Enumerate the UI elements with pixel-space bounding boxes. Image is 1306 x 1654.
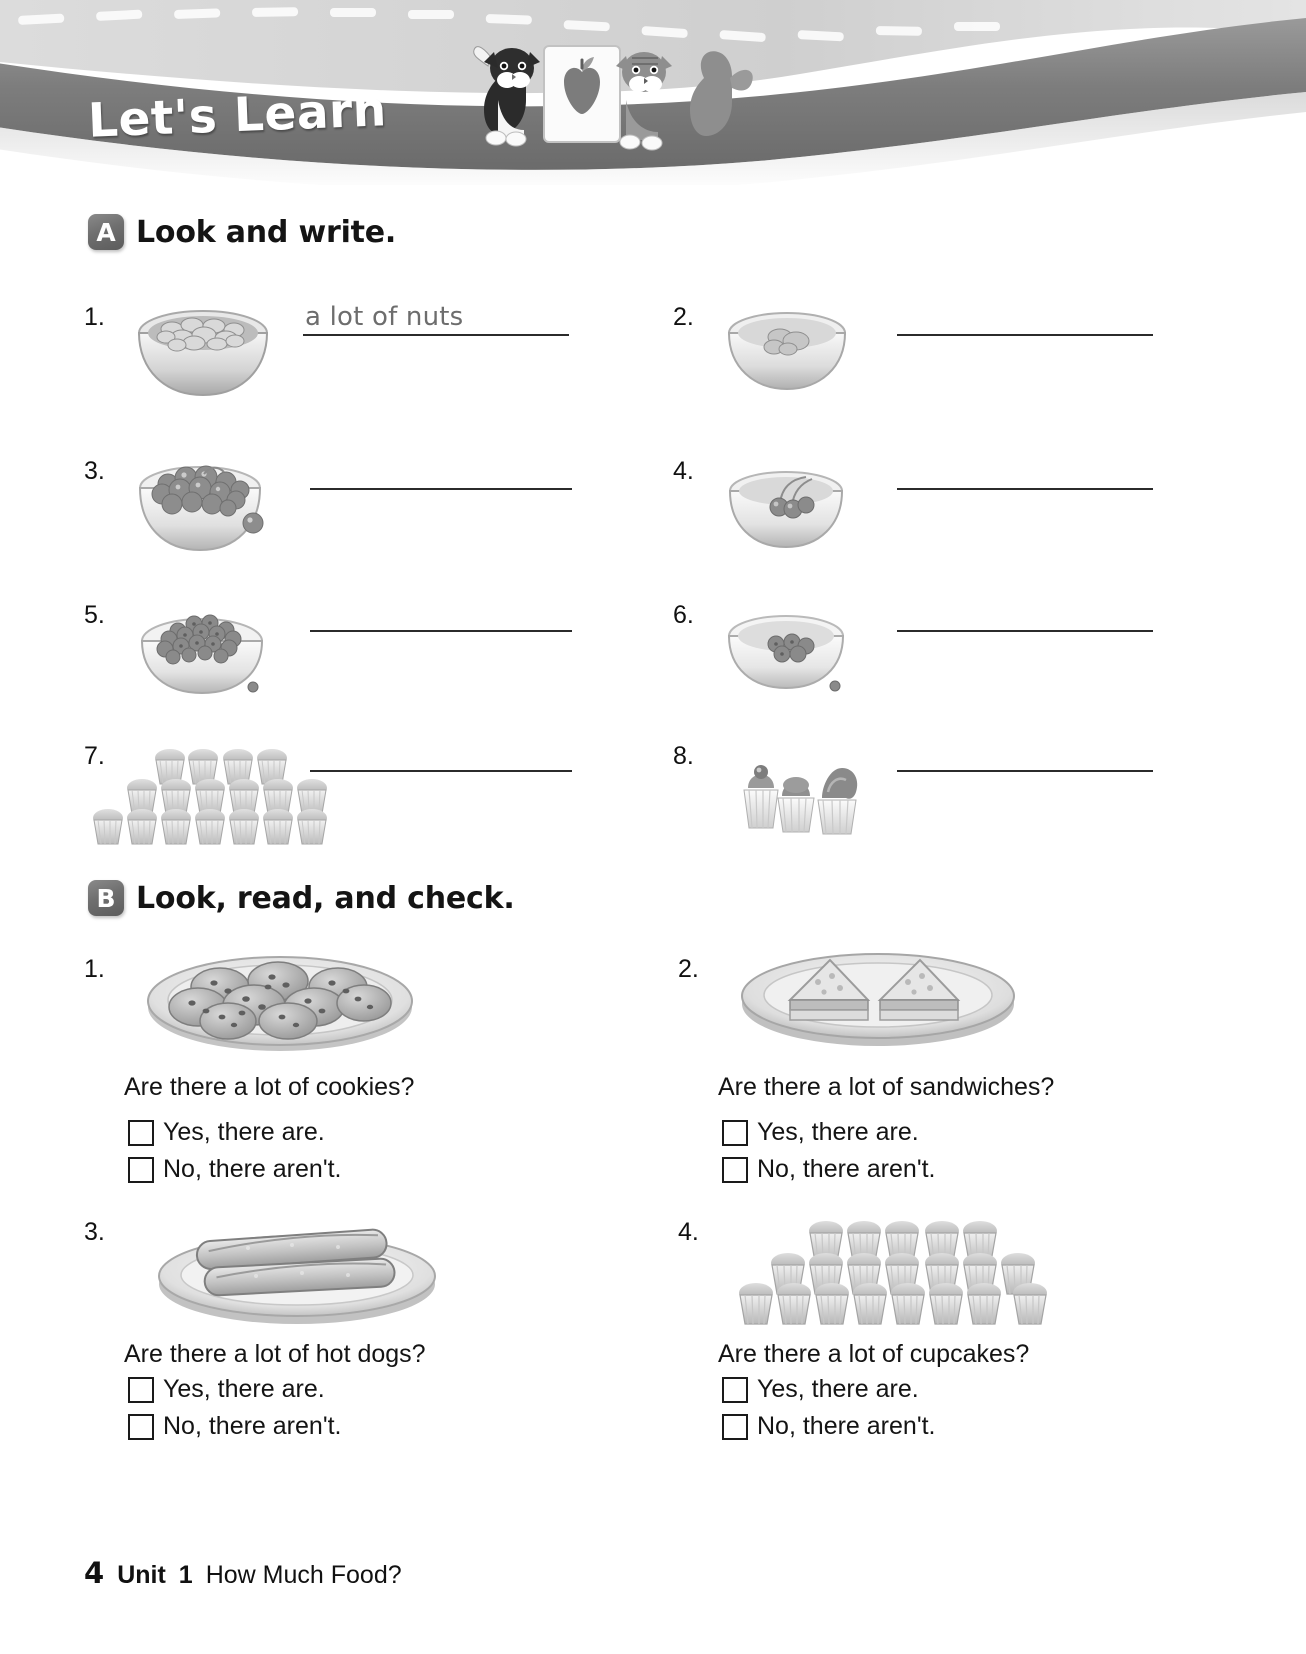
answer-line[interactable] — [897, 770, 1153, 772]
unit-title: How Much Food? — [205, 1561, 402, 1589]
item-number: 6. — [673, 601, 694, 629]
bowl-of-many-grapes-image — [132, 460, 272, 560]
item-number: 7. — [84, 742, 105, 770]
section-a-title: Look and write. — [136, 214, 397, 250]
checkbox-no[interactable] — [722, 1414, 748, 1440]
option-label: No, there aren't. — [757, 1155, 936, 1183]
answer-line[interactable] — [310, 630, 572, 632]
three-cupcakes-image — [730, 752, 880, 842]
question-text: Are there a lot of cookies? — [124, 1073, 415, 1101]
question-text: Are there a lot of hot dogs? — [124, 1340, 426, 1368]
section-b-badge: B — [88, 880, 124, 916]
section-b-heading — [88, 880, 515, 916]
section-a-heading — [88, 214, 396, 250]
option-label: No, there aren't. — [163, 1155, 342, 1183]
page-footer — [84, 1556, 402, 1590]
option-label: Yes, there are. — [163, 1118, 325, 1146]
option-label: Yes, there are. — [757, 1375, 919, 1403]
option-label: Yes, there are. — [163, 1375, 325, 1403]
option-label: No, there aren't. — [757, 1412, 936, 1440]
option-no[interactable] — [722, 1155, 935, 1184]
checkbox-yes[interactable] — [128, 1120, 154, 1146]
checkbox-yes[interactable] — [722, 1377, 748, 1403]
checkbox-no[interactable] — [128, 1414, 154, 1440]
bowl-of-many-nuts-image — [130, 303, 276, 403]
item-number: 4. — [673, 457, 694, 485]
answer-text[interactable]: a lot of nuts — [305, 302, 464, 332]
mascot-cats-group — [468, 38, 758, 168]
many-cupcakes-rows-image — [730, 1210, 1060, 1335]
item-number: 4. — [678, 1218, 699, 1246]
answer-line[interactable] — [310, 770, 572, 772]
option-yes[interactable] — [722, 1118, 919, 1147]
answer-line[interactable] — [897, 488, 1153, 490]
unit-number: 1 — [178, 1561, 193, 1589]
bowl-of-many-blueberries-image — [136, 605, 270, 695]
black-cat-icon — [474, 47, 540, 146]
section-a-badge: A — [88, 214, 124, 250]
option-yes[interactable] — [128, 1118, 325, 1147]
checkbox-yes[interactable] — [128, 1377, 154, 1403]
item-number: 2. — [673, 303, 694, 331]
answer-line[interactable] — [303, 334, 569, 336]
plate-of-hot-dogs-image — [152, 1218, 442, 1328]
option-label: No, there aren't. — [163, 1412, 342, 1440]
answer-line[interactable] — [897, 630, 1153, 632]
plate-of-cookies-image — [142, 945, 418, 1055]
item-number: 1. — [84, 303, 105, 331]
option-yes[interactable] — [128, 1375, 325, 1404]
option-label: Yes, there are. — [757, 1118, 919, 1146]
checkbox-no[interactable] — [722, 1157, 748, 1183]
checkbox-no[interactable] — [128, 1157, 154, 1183]
page-number: 4 — [84, 1556, 105, 1590]
bowl-of-a-few-nuts-image — [722, 305, 852, 395]
checkbox-yes[interactable] — [722, 1120, 748, 1146]
bowl-of-a-few-blueberries-image — [722, 608, 850, 694]
item-number: 1. — [84, 955, 105, 983]
plate-of-sandwiches-image — [736, 938, 1020, 1050]
question-text: Are there a lot of sandwiches? — [718, 1073, 1055, 1101]
unit-label: Unit — [117, 1561, 166, 1589]
option-yes[interactable] — [722, 1375, 919, 1404]
answer-line[interactable] — [897, 334, 1153, 336]
option-no[interactable] — [128, 1155, 341, 1184]
section-b-title: Look, read, and check. — [136, 880, 515, 916]
many-cupcakes-stack-image — [86, 740, 346, 850]
option-no[interactable] — [722, 1412, 935, 1441]
item-number: 3. — [84, 1218, 105, 1246]
gray-cat-icon — [616, 51, 753, 150]
apple-flashcard-icon — [544, 46, 620, 142]
bowl-of-a-few-cherries-image — [722, 465, 850, 553]
item-number: 5. — [84, 601, 105, 629]
banner-title: Let's Learn — [87, 82, 388, 149]
item-number: 2. — [678, 955, 699, 983]
item-number: 3. — [84, 457, 105, 485]
header-banner — [0, 0, 1306, 185]
answer-line[interactable] — [310, 488, 572, 490]
option-no[interactable] — [128, 1412, 341, 1441]
question-text: Are there a lot of cupcakes? — [718, 1340, 1030, 1368]
item-number: 8. — [673, 742, 694, 770]
